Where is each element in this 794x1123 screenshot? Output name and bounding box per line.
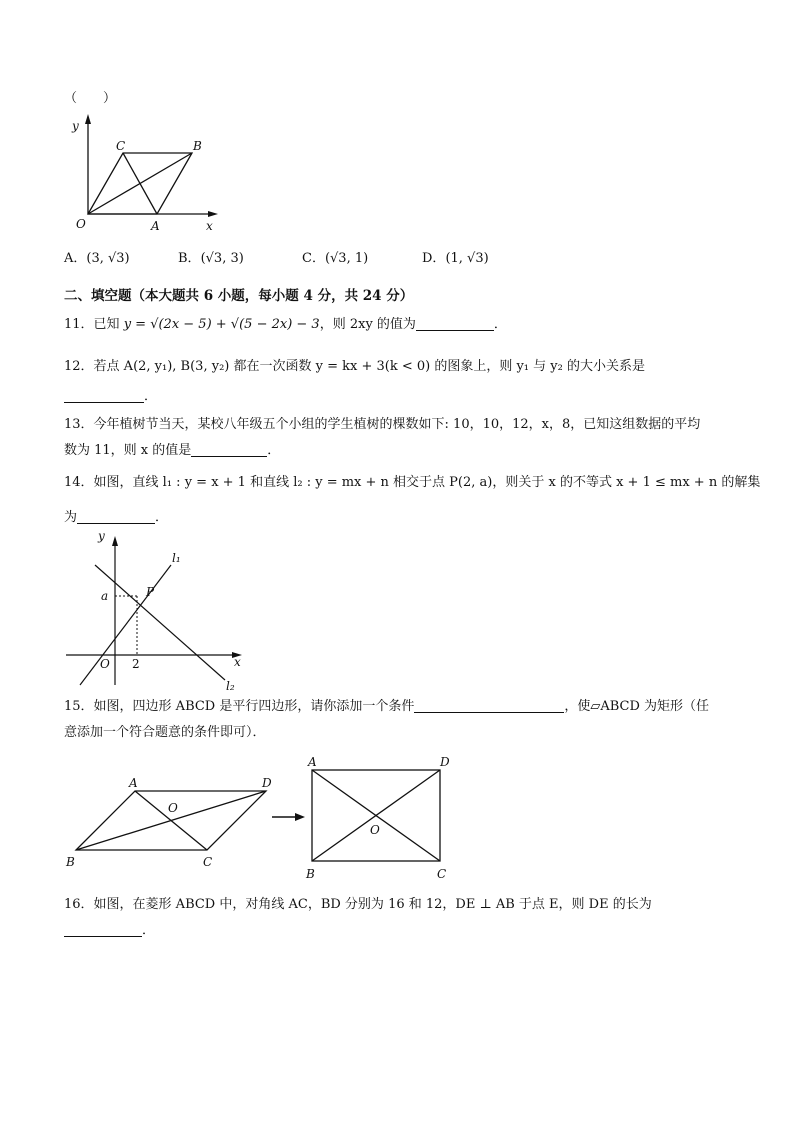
q14-label-l1: l₁ (172, 551, 181, 565)
question-12-answer: ． (64, 388, 157, 406)
q15-para-label-o: O (168, 801, 178, 815)
q14-label-2: 2 (132, 657, 140, 671)
q15-para-label-a: A (129, 776, 138, 790)
question-14-line1: 14．如图，直线 l₁ : y = x + 1 和直线 l₂ : y = mx + n 相交于点 P(2, a)，则关于 x 的不等式 x + 1 ≤ mx + n 的解集 (64, 475, 761, 490)
q15-arrow-head (295, 813, 305, 821)
q14-label-a: a (101, 589, 109, 603)
q15-rect-label-a: A (308, 755, 317, 769)
q15-rect-label-d: D (440, 755, 450, 769)
q15-rect-label-c: C (437, 867, 447, 881)
q10-label-c: C (116, 139, 126, 153)
q10-label-a: A (151, 219, 160, 233)
question-11: 11．已知 y = √(2x − 5) + √(5 − 2x) − 3，则 2xy 的值为 ． (64, 317, 507, 332)
q14-label-y: y (98, 529, 105, 543)
question-13-line1: 13．今年植树节当天，某校八年级五个小组的学生植树的棵数如下: 10，10，12，x，8，已知这组数据的平均 (64, 417, 701, 432)
question-15-line1: 15．如图，四边形 ABCD 是平行四边形，请你添加一个条件 ，使▱ABCD 为矩形（任 (64, 699, 710, 714)
q10-label-x: x (206, 219, 213, 233)
section-heading: 二、填空题（本大题共 6 小题，每小题 4 分，共 24 分） (64, 288, 414, 304)
q10-label-o: O (76, 217, 86, 231)
q15-rect-label-b: B (306, 867, 315, 881)
question-14-line2: 为 ． (64, 510, 169, 525)
question-13-line2: 数为 11，则 x 的值是 ． (64, 443, 281, 458)
q10-option-b: B．(√3, 3) (178, 251, 244, 266)
q15-para-label-d: D (262, 776, 272, 790)
q10-label-y: y (72, 119, 79, 133)
q15-rect-label-o: O (370, 823, 380, 837)
q15-para-label-c: C (203, 855, 213, 869)
question-12: 12．若点 A(2, y₁), B(3, y₂) 都在一次函数 y = kx + 3(k < 0) 的图象上，则 y₁ 与 y₂ 的大小关系是 (64, 359, 645, 374)
q14-label-o: O (100, 657, 110, 671)
q10-option-c: C．(√3, 1) (302, 251, 369, 266)
q15-para-label-b: B (66, 855, 75, 869)
q14-label-l2: l₂ (226, 679, 235, 693)
question-15-line2: 意添加一个符合题意的条件即可）． (64, 725, 266, 740)
answer-blank-16[interactable] (64, 922, 142, 937)
question-16-answer: ． (64, 922, 155, 940)
answer-paren: （ ） (64, 91, 117, 106)
q14-label-x: x (234, 655, 241, 669)
q10-option-d: D．(1, √3) (422, 251, 489, 266)
q10-label-b: B (193, 139, 202, 153)
q14-label-p: P (146, 585, 155, 599)
q10-option-a: A．(3, √3) (64, 251, 130, 266)
q15-para-diagonal-bd (76, 791, 266, 850)
question-16: 16．如图，在菱形 ABCD 中，对角线 AC，BD 分别为 16 和 12，DE ⊥ AB 于点 E，则 DE 的长为 (64, 897, 652, 912)
